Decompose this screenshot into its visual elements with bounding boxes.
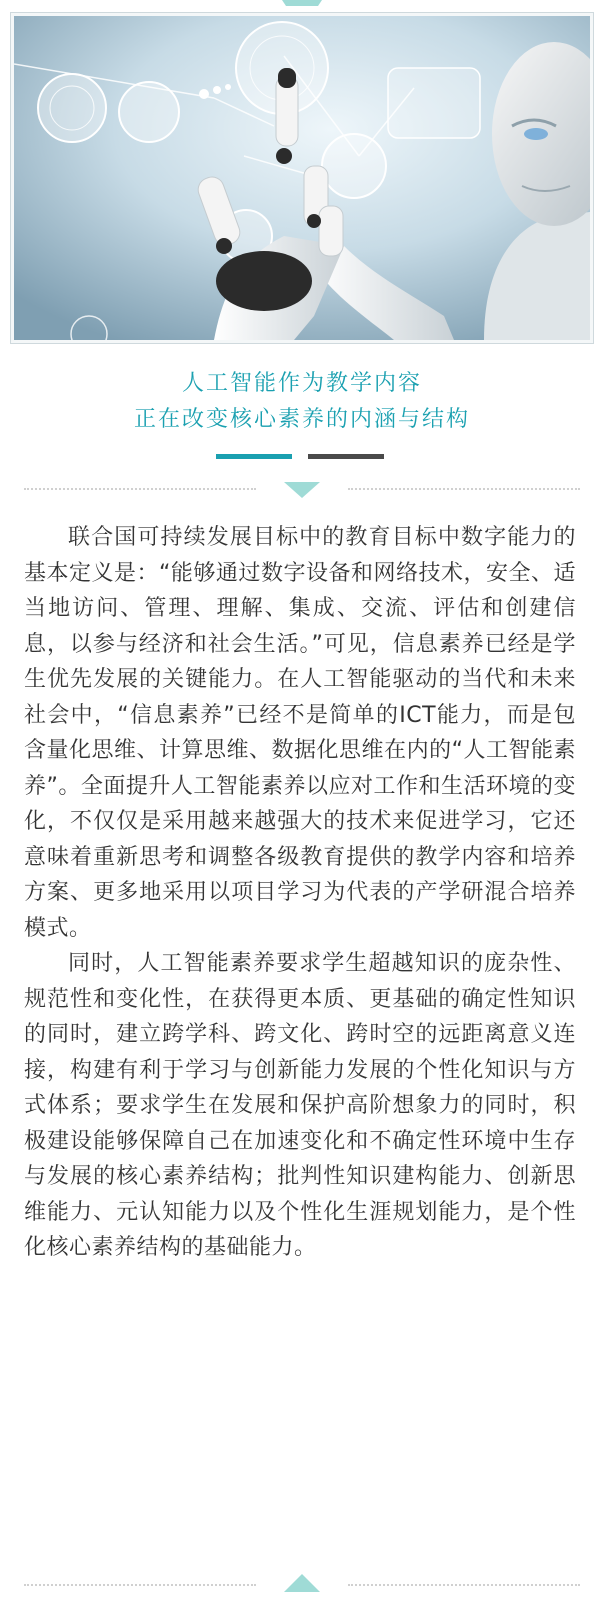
article-paragraph-2: 同时，人工智能素养要求学生超越知识的庞杂性、规范性和变化性，在获得更本质、更基础的确定性知识的同时，建立跨学科、跨文化、跨时空的远距离意义连接，构建有利于学习与创新能力发展的个性化知识与方式体系；要求学生在发展和保护高阶想象力的同时，积极建设能够保障自己在加速变化和不确定性环境中生存与发展的核心素养结构；批判性知识建构能力、创新思维能力、元认知能力以及个性化生涯规划能力，是个性化核心素养结构的基础能力。	[24, 951, 576, 1260]
article-body	[24, 520, 576, 1266]
dotted-divider	[24, 488, 256, 490]
hero-robot-image	[14, 16, 590, 340]
triangle-up-icon	[284, 1574, 320, 1592]
heading-underline-teal	[216, 454, 292, 459]
dotted-divider	[24, 1584, 256, 1586]
top-notch-decoration	[278, 0, 326, 8]
heading-underline-dark	[308, 454, 384, 459]
triangle-down-icon	[284, 482, 320, 498]
section-heading	[0, 366, 604, 438]
article-paragraph-1: 联合国可持续发展目标中的教育目标中数字能力的基本定义是：“能够通过数字设备和网络技术，安全、适当地访问、管理、理解、集成、交流、评估和创建信息，以参与经济和社会生活。”可见，信息素养已经是学生优先发展的关键能力。在人工智能驱动的当代和未来社会中，“信息素养”已经不是简单的ICT能力，而是包含量化思维、计算思维、数据化思维在内的“人工智能素养”。全面提升人工智能素养以应对工作和生活环境的变化，不仅仅是采用越来越强大的技术来促进学习，它还意味着重新思考和调整各级教育提供的教学内容和培养方案、更多地采用以项目学习为代表的产学研混合培养模式。	[24, 525, 576, 941]
dotted-divider	[348, 488, 580, 490]
heading-line-2: 正在改变核心素养的内涵与结构	[133, 407, 470, 432]
heading-line-1: 人工智能作为教学内容	[181, 371, 422, 396]
dotted-divider	[348, 1584, 580, 1586]
